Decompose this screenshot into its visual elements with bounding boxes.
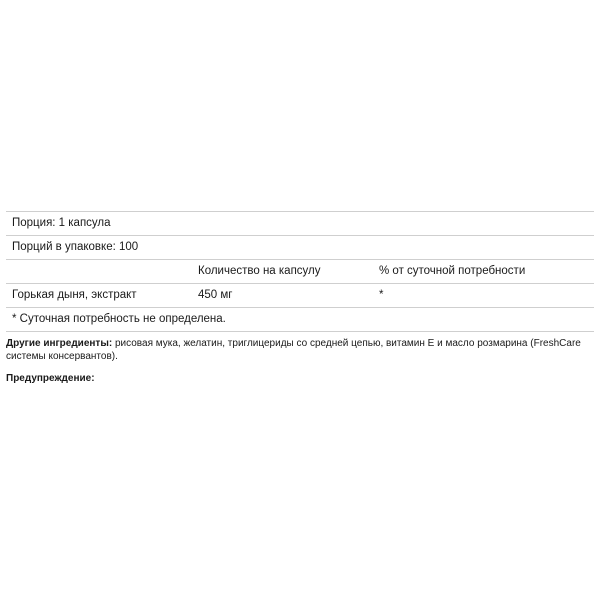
table-header-row bbox=[6, 260, 594, 284]
table-row bbox=[6, 284, 594, 308]
ingredient-name: Горькая дыня, экстракт bbox=[12, 289, 137, 301]
daily-value-header: % от суточной потребности bbox=[379, 265, 526, 277]
servings-per-container: Порций в упаковке: 100 bbox=[12, 241, 139, 253]
serving-size-row bbox=[6, 211, 594, 236]
servings-per-container-row bbox=[6, 236, 594, 260]
serving-size: Порция: 1 капсула bbox=[12, 217, 111, 229]
other-ingredients bbox=[6, 337, 594, 363]
other-ingredients-label: Другие ингредиенты: bbox=[6, 338, 113, 349]
other-ingredients-text: рисовая мука, желатин, триглицериды со средней цепью, витамин E и масло розмарина (FreshCare системы консервантов). bbox=[6, 338, 581, 362]
warning-label: Предупреждение: bbox=[6, 373, 95, 384]
amount-per-serving-header: Количество на капсулу bbox=[198, 265, 321, 277]
ingredient-daily-value: * bbox=[379, 289, 384, 301]
footnote: * Суточная потребность не определена. bbox=[12, 313, 226, 325]
footnote-row bbox=[6, 308, 594, 332]
supplement-facts-table bbox=[6, 211, 594, 332]
ingredient-amount: 450 мг bbox=[198, 289, 233, 301]
